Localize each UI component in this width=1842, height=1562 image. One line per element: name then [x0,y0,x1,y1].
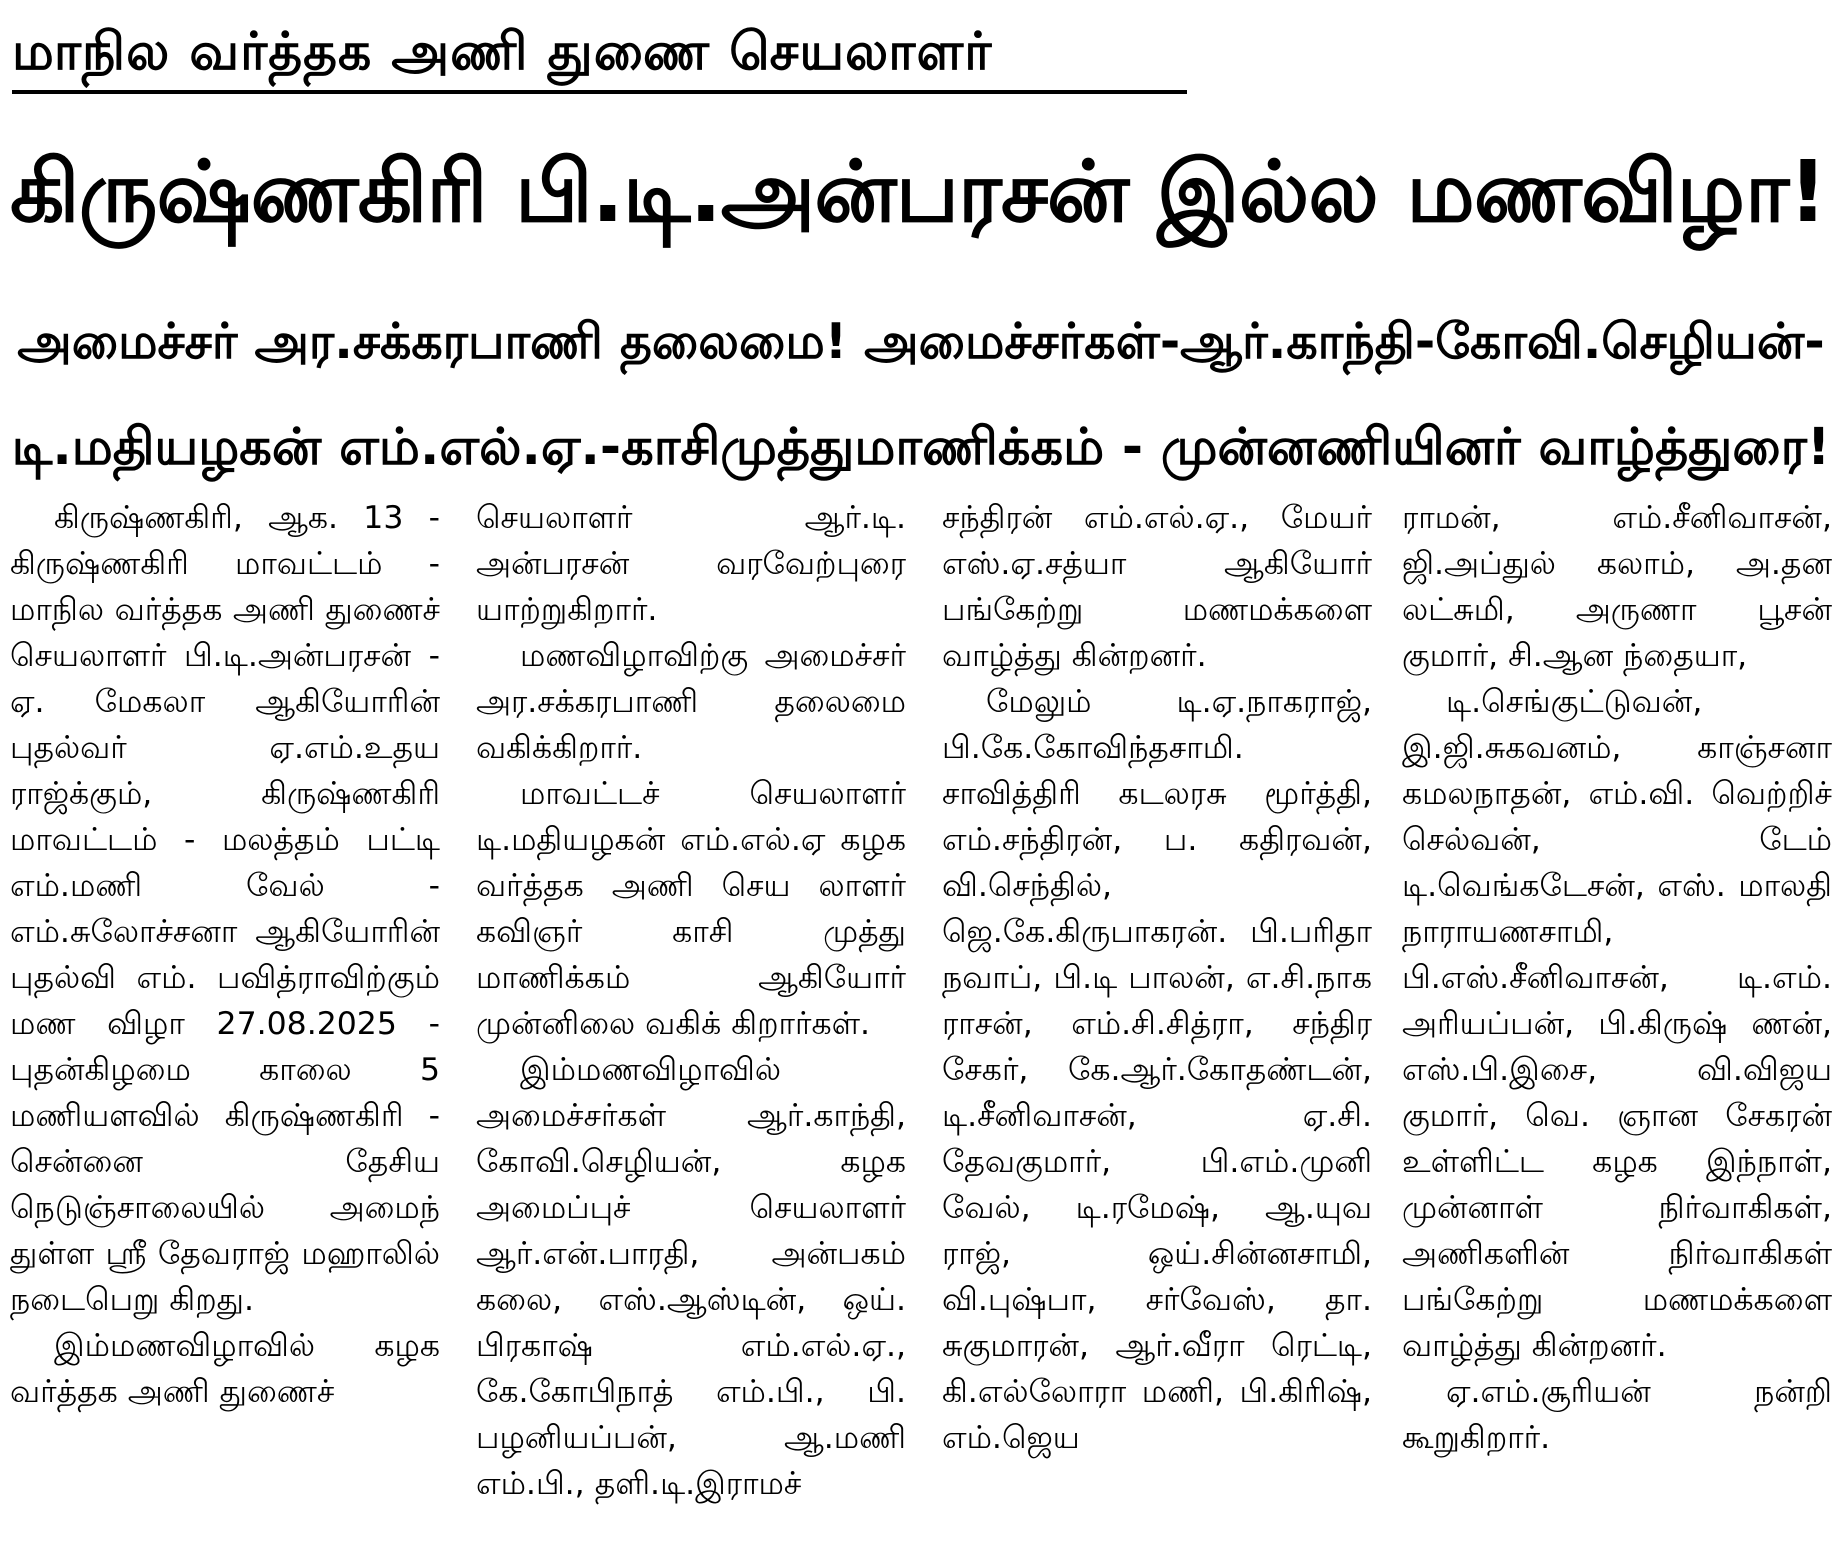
paragraph: சந்திரன் எம்.எல்.ஏ., மேயர் எஸ்.ஏ.சத்யா ஆகியோர் பங்கேற்று மணமக்களை வாழ்த்து கின்றனர். [942,500,1372,674]
paragraph: ஏ.எம்.சூரியன் நன்றி கூறுகிறார். [1402,1374,1832,1456]
paragraph: செயலாளர் ஆர்.டி. அன்பரசன் வரவேற்புரை யாற்றுகிறார். [476,500,906,628]
subheadline-line-2: டி.மதியழகன் எம்.எல்.ஏ.-காசிமுத்துமாணிக்கம் - முன்னணியினர் வாழ்த்துரை! [11,418,1831,477]
paragraph: மேலும் டி.ஏ.நாகராஜ், பி.கே.கோவிந்தசாமி. சாவித்திரி கடலரசு மூர்த்தி, எம்.சந்திரன், ப. கதிரவன், வி.செந்தில், ஜெ.கே.கிருபாகரன். பி.பரிதா நவாப், பி.டி பாலன், எ.சி.நாக ராசன், எம்.சி.சித்ரா, சந்திர சேகர், கே.ஆர்.கோதண்டன், டி.சீனிவாசன், ஏ.சி. தேவகுமார், பி.எம்.முனி வேல், டி.ரமேஷ், ஆ.யுவ ராஜ், ஒய்.சின்னசாமி, வி.புஷ்பா, சர்வேஸ், தா. சுகுமாரன், ஆர்.வீரா ரெட்டி, கி.எல்லோரா மணி, பி.கிரிஷ், எம்.ஜெய [942,684,1372,1456]
paragraph: மாவட்டச் செயலாளர் டி.மதியழகன் எம்.எல்.ஏ கழக வர்த்தக அணி செய லாளர் கவிஞர் காசி முத்து மாணிக்கம் ஆகியோர் முன்னிலை வகிக் கிறார்கள். [476,776,906,1042]
paragraph: ராமன், எம்.சீனிவாசன், ஜி.அப்துல் கலாம், அ.தன லட்சுமி, அருணா பூசன் குமார், சி.ஆன ந்தையா, [1402,500,1832,674]
article-column-1 [10,495,440,1555]
paragraph: இம்மணவிழாவில் கழக வர்த்தக அணி துணைச் [10,1328,440,1410]
subheadline-line-1: அமைச்சர் அர.சக்கரபாணி தலைமை! அமைச்சர்கள்-ஆர்.காந்தி-கோவி.செழியன்- [17,313,1825,370]
paragraph: இம்மணவிழாவில் அமைச்சர்கள் ஆர்.காந்தி, கோவி.செழியன், கழக அமைப்புச் செயலாளர் ஆர்.என்.பாரதி, அன்பகம் கலை, எஸ்.ஆஸ்டின், ஒய். பிரகாஷ் எம்.எல்.ஏ., கே.கோபிநாத் எம்.பி., பி. பழனியப்பன், ஆ.மணி எம்.பி., தளி.டி.இராமச் [476,1052,906,1502]
headline: கிருஷ்ணகிரி பி.டி.அன்பரசன் இல்ல மணவிழா! [10,143,1827,242]
article-column-4 [1402,495,1832,1555]
article-column-3 [942,495,1372,1555]
paragraph: கிருஷ்ணகிரி, ஆக. 13 - கிருஷ்ணகிரி மாவட்டம் - மாநில வர்த்தக அணி துணைச் செயலாளர் பி.டி.அன்பரசன் - ஏ. மேகலா ஆகியோரின் புதல்வர் ஏ.எம்.உதய ராஜ்க்கும், கிருஷ்ணகிரி மாவட்டம் - மலத்தம் பட்டி எம்.மணி வேல் - எம்.சுலோச்சனா ஆகியோரின் புதல்வி எம். பவித்ராவிற்கும் மண விழா 27.08.2025 - புதன்கிழமை காலை 5 மணியளவில் கிருஷ்ணகிரி - சென்னை தேசிய நெடுஞ்சாலையில் அமைந் துள்ள ஸ்ரீ தேவராஜ் மஹாலில் நடைபெறு கிறது. [10,500,440,1318]
kicker-heading: மாநில வர்த்தக அணி துணை செயலாளர் [12,14,1187,94]
paragraph: மணவிழாவிற்கு அமைச்சர் அர.சக்கரபாணி தலைமை வகிக்கிறார். [476,638,906,766]
article-body [10,495,1832,1555]
article-column-2 [476,495,906,1555]
paragraph: டி.செங்குட்டுவன், இ.ஜி.சுகவனம், காஞ்சனா கமலநாதன், எம்.வி. வெற்றிச் செல்வன், டேம் டி.வெங்கடேசன், எஸ். மாலதி நாராயணசாமி, பி.எஸ்.சீனிவாசன், டி.எம். அரியப்பன், பி.கிருஷ் ணன், எஸ்.பி.இசை, வி.விஜய குமார், வெ. ஞான சேகரன் உள்ளிட்ட கழக இந்நாள், முன்னாள் நிர்வாகிகள், அணிகளின் நிர்வாகிகள் பங்கேற்று மணமக்களை வாழ்த்து கின்றனர். [1402,684,1832,1364]
